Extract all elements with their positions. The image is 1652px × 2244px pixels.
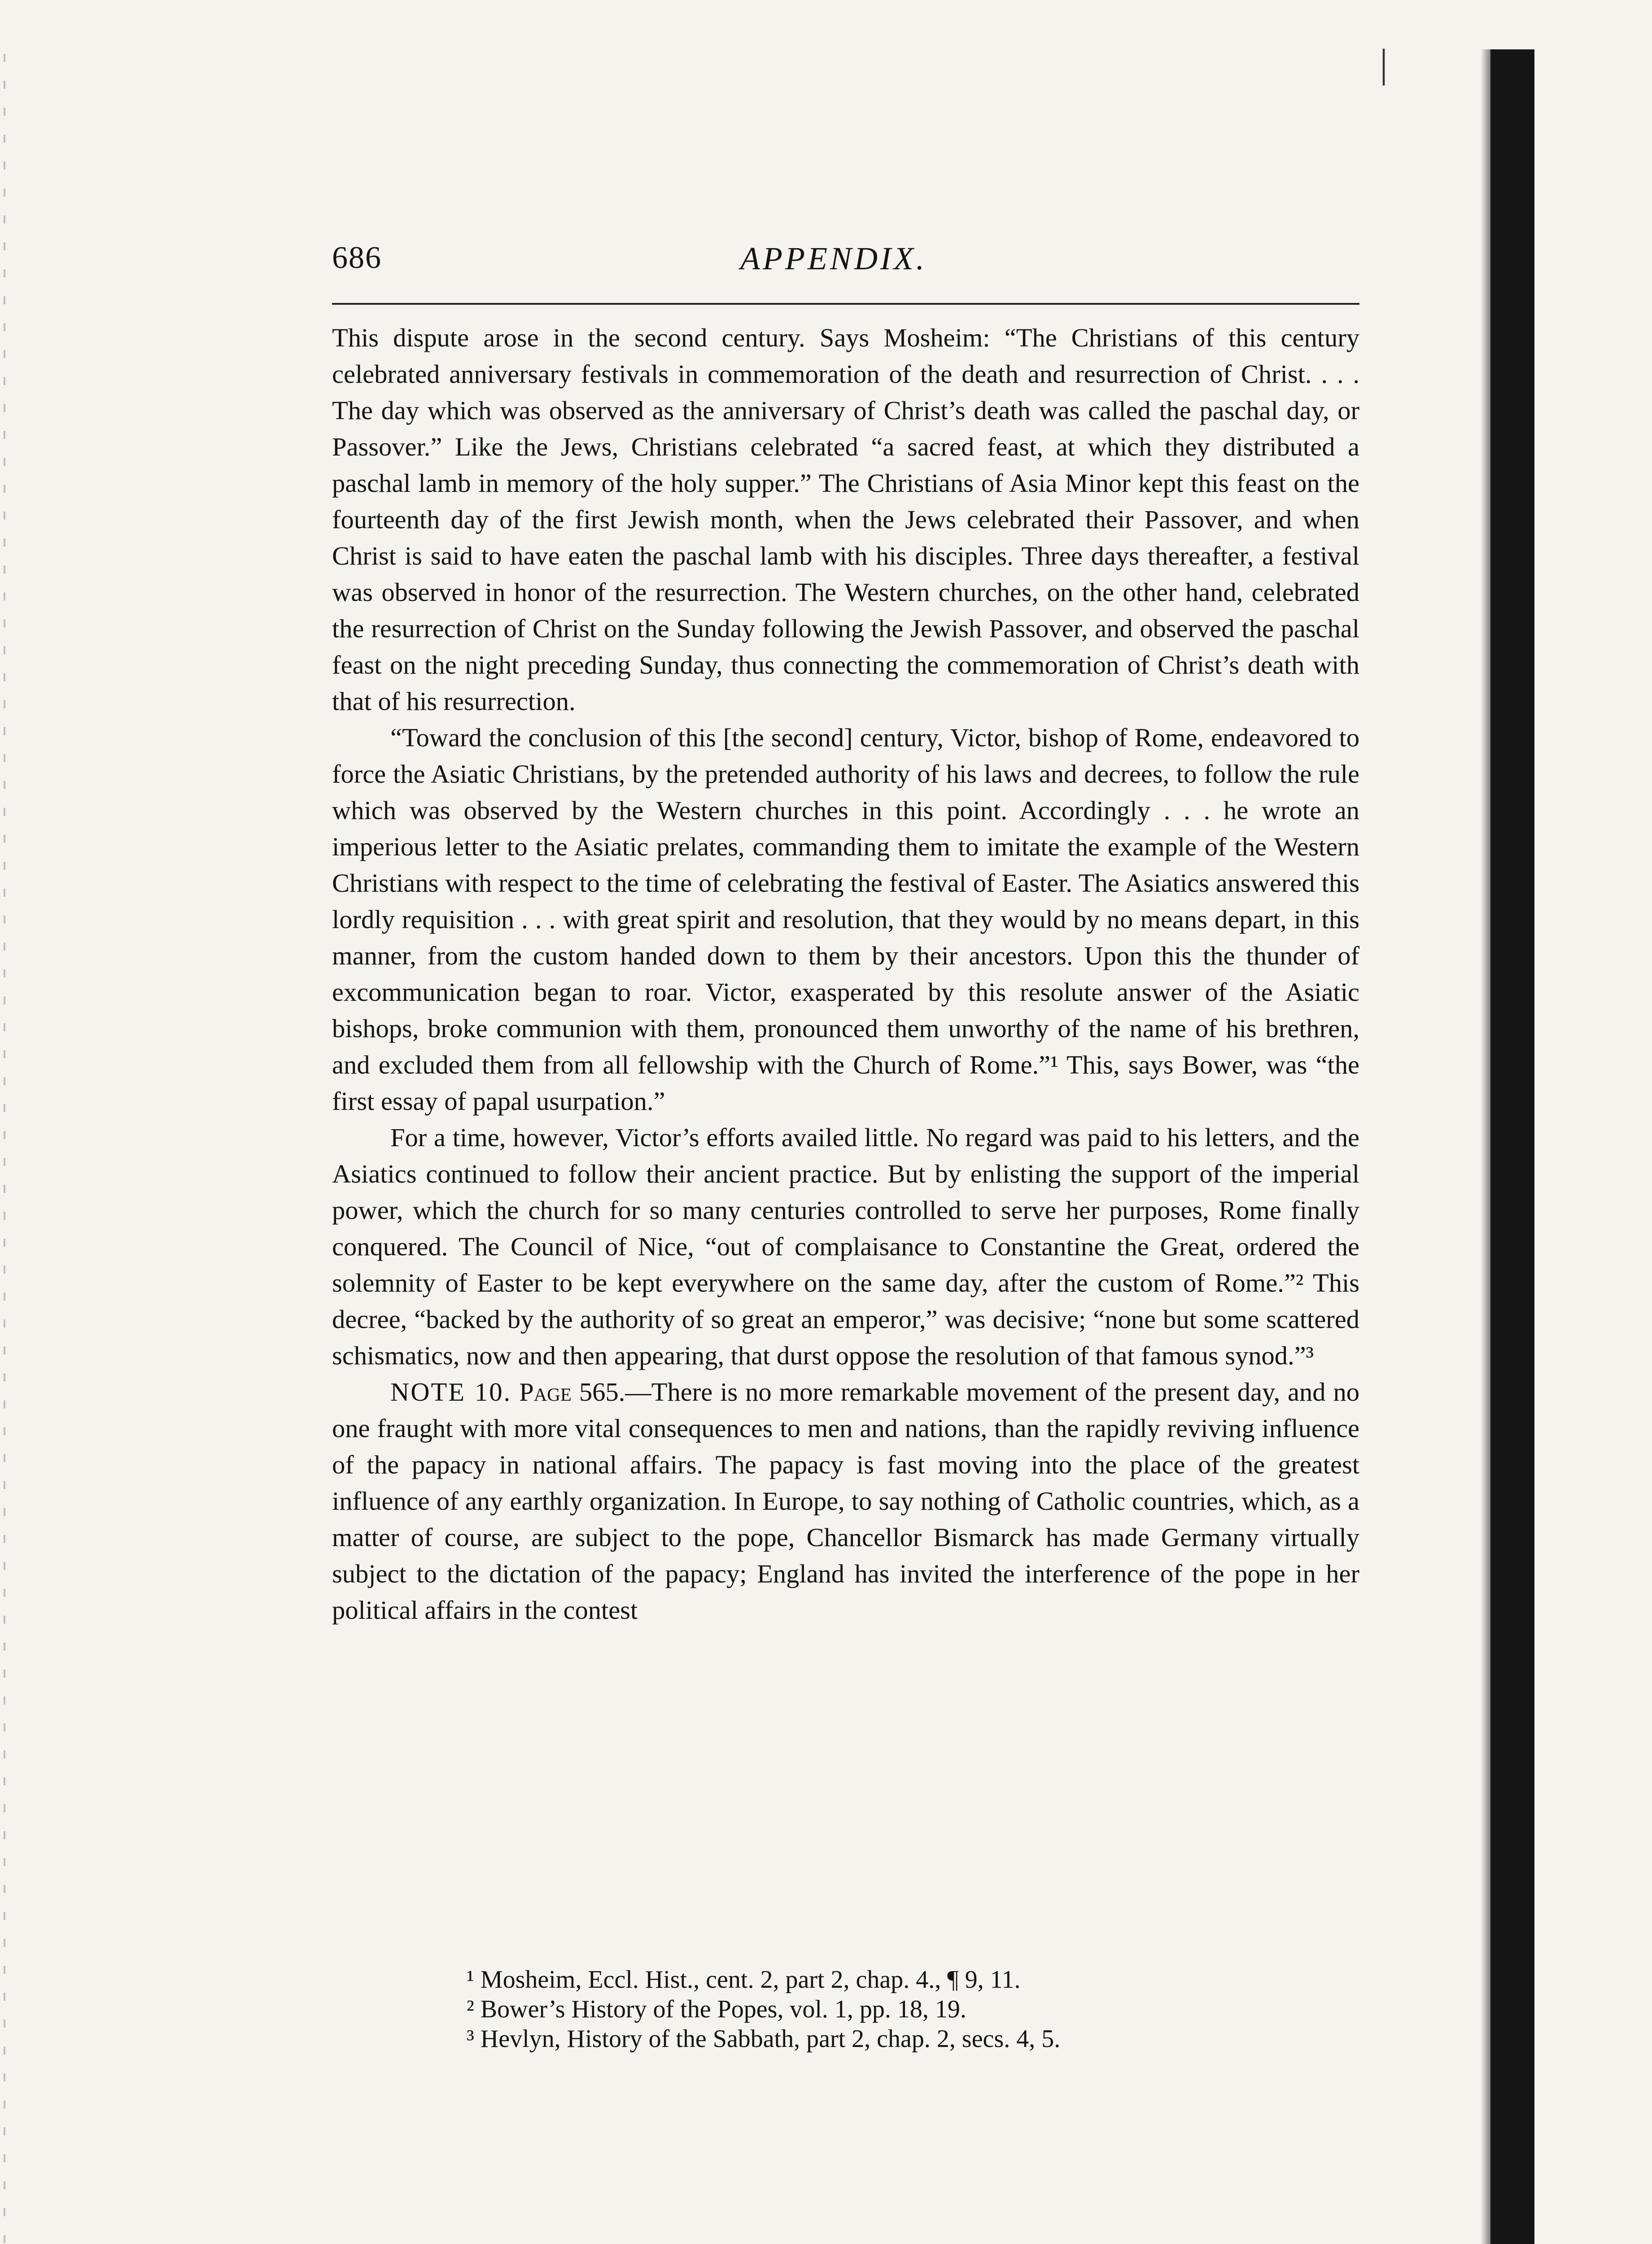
header-rule: [332, 303, 1359, 305]
note-text: —There is no more remarkable movement of the present day, and no one fraught with more vital consequences to men and nations, than the rapidly reviving influence of the papacy in national affairs. The papacy is fast moving into the place of the greatest influence of any earthly organization. In Europe, to say nothing of Catholic countries, which, as a matter of course, are subject to the pope, Chancellor Bismarck has made Germany virtually subject to the dictation of the papacy; England has invited the interference of the pope in her political affairs in the contest: [332, 1377, 1359, 1625]
paragraph: For a time, however, Victor’s efforts availed little. No regard was paid to his letters, and the Asiatics continued to follow their ancient practice. But by enlisting the support of the imperial power, which the church for so many centuries controlled to serve her purposes, Rome finally conquered. The Council of Nice, “out of complaisance to Constantine the Great, ordered the solemnity of Easter to be kept everywhere on the same day, after the custom of Rome.”² This decree, “backed by the authority of so great an emperor,” was decisive; “none but some scattered schismatics, now and then appearing, that durst oppose the resolution of that famous synod.”³: [332, 1123, 1359, 1370]
paragraph: This dispute arose in the second century. Says Mosheim: “The Christians of this century celebrated anniversary festivals in commemoration of the death and resurrection of Christ. . . . The day which was observed as the anniversary of Christ’s death was called the paschal day, or Passover.” Like the Jews, Christians celebrated “a sacred feast, at which they distributed a paschal lamb in memory of the holy supper.” The Christians of Asia Minor kept this feast on the fourteenth day of the first Jewish month, when the Jews celebrated their Passover, and when Christ is said to have eaten the paschal lamb with his disciples. Three days thereafter, a festival was observed in honor of the resurrection. The Western churches, on the other hand, celebrated the resurrection of Christ on the Sunday following the Jewish Passover, and observed the paschal feast on the night preceding Sunday, thus connecting the commemoration of Christ’s death with that of his resurrection.: [332, 323, 1359, 716]
note-page-ref: Page 565.: [519, 1377, 625, 1407]
fold-marks: [4, 54, 5, 2244]
footnote: ³ Hevlyn, History of the Sabbath, part 2, chap. 2, secs. 4, 5.: [467, 2025, 1061, 2053]
footnotes: [467, 1965, 1319, 2054]
note-paragraph: [332, 1374, 1359, 1628]
binding-bar: [1490, 49, 1534, 2244]
corner-mark: |: [1380, 41, 1388, 86]
footnote: ² Bower’s History of the Popes, vol. 1, pp. 18, 19.: [467, 1995, 966, 2023]
page-number: 686: [332, 241, 382, 275]
binding-shadow: [1481, 49, 1490, 2244]
body-text: [332, 320, 1359, 1628]
running-head: APPENDIX.: [740, 241, 927, 276]
paragraph: “Toward the conclusion of this [the second] century, Victor, bishop of Rome, endeavored to force the Asiatic Christians, by the pretended authority of his laws and decrees, to follow the rule which was observed by the Western churches in this point. Accordingly . . . he wrote an imperious letter to the Asiatic prelates, commanding them to imitate the example of the Western Christians with respect to the time of celebrating the festival of Easter. The Asiatics answered this lordly requisition . . . with great spirit and resolution, that they would by no means depart, in this manner, from the custom handed down to them by their ancestors. Upon this the thunder of excommunication began to roar. Victor, exasperated by this resolute answer of the Asiatic bishops, broke communion with them, pronounced them unworthy of the name of his brethren, and excluded them from all fellowship with the Church of Rome.”¹ This, says Bower, was “the first essay of papal usurpation.”: [332, 723, 1359, 1116]
page-header: [332, 240, 1359, 307]
footnote: ¹ Mosheim, Eccl. Hist., cent. 2, part 2, chap. 4., ¶ 9, 11.: [467, 1966, 1021, 1994]
note-label: NOTE 10.: [390, 1377, 512, 1407]
